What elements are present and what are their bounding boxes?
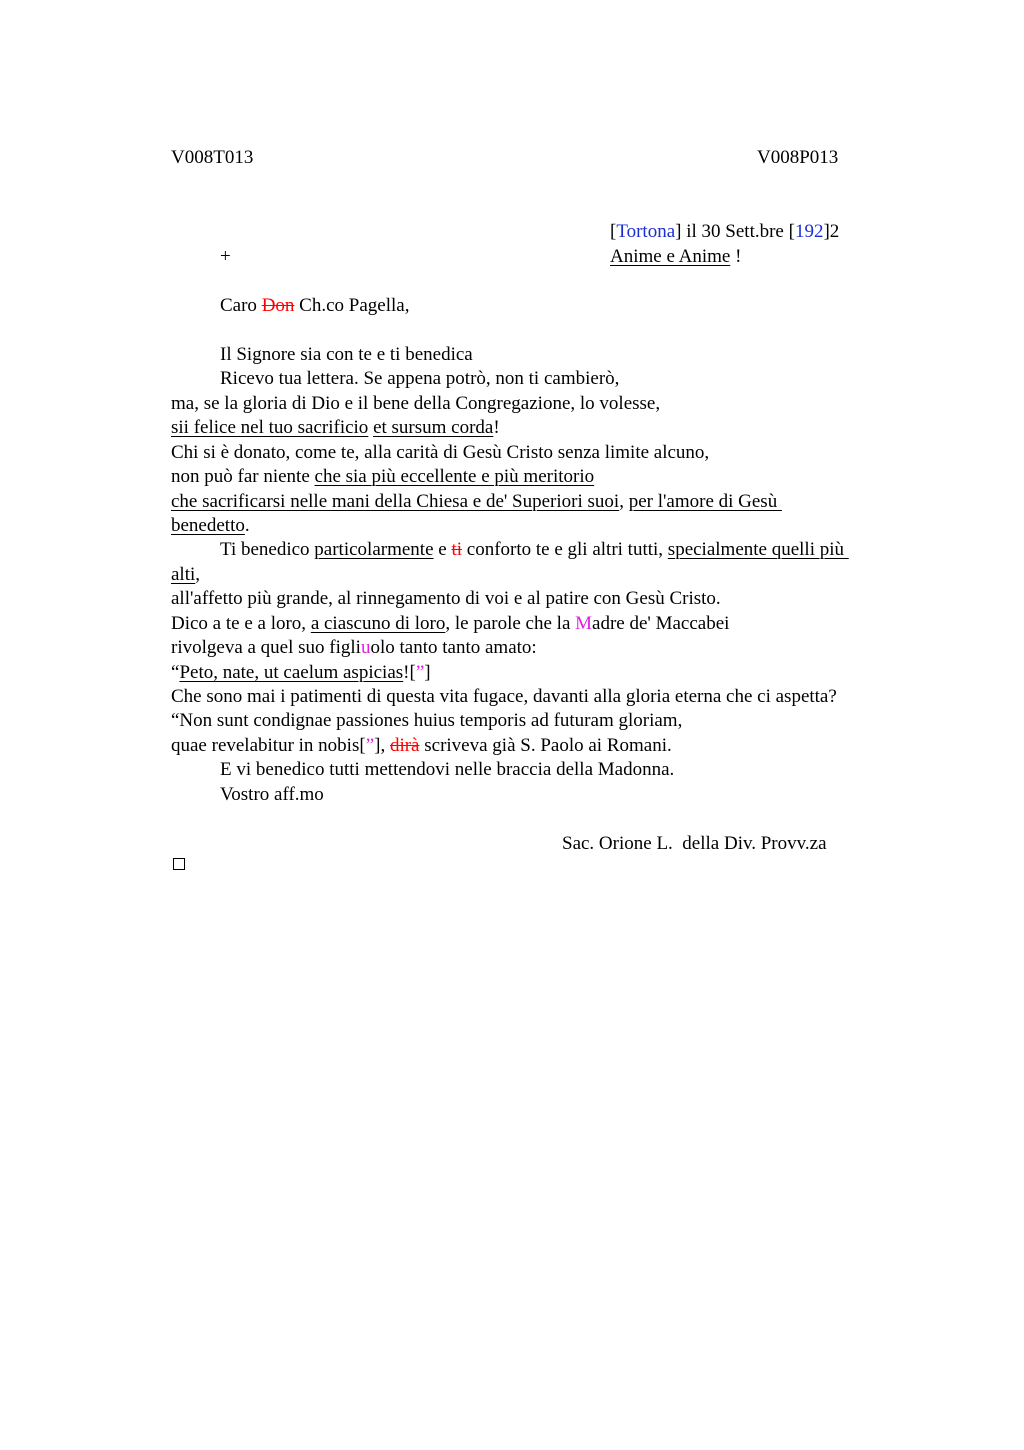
- signature: Sac. Orione L. della Div. Provv.za: [562, 833, 827, 854]
- body-line-16: “Non sunt condignae passiones huius temporis ad futuram gloriam,: [171, 710, 683, 731]
- salutation-pre: Caro: [220, 295, 262, 316]
- dateline-year-part: 192: [794, 221, 824, 242]
- text-segment: Ti benedico: [220, 539, 315, 560]
- editorial-letter: M: [575, 613, 593, 634]
- body-line-5: Chi si è donato, come te, alla carità di Gesù Cristo senza limite alcuno,: [171, 442, 710, 463]
- editorial-quote-mark: ”: [365, 735, 375, 756]
- document-code-left: V008T013: [171, 147, 254, 168]
- body-line-3: ma, se la gloria di Dio e il bene della Congregazione, lo volesse,: [171, 393, 661, 414]
- text-segment: ,: [619, 491, 629, 512]
- checkbox-square[interactable]: [173, 858, 185, 870]
- closing: Vostro aff.mo: [220, 784, 324, 805]
- underlined-phrase: specialmente quelli più: [667, 539, 849, 560]
- motto-text: Anime e Anime: [610, 246, 731, 267]
- body-line-11: all'affetto più grande, al rinnegamento di voi e al patire con Gesù Cristo.: [171, 588, 721, 609]
- body-line-7: [171, 490, 782, 514]
- motto-tail: !: [730, 246, 742, 267]
- body-line-6: [171, 465, 594, 489]
- body-line-4: [171, 416, 500, 440]
- text-segment: non può far niente: [171, 466, 315, 487]
- body-line-10: [171, 563, 200, 587]
- text-segment: conforto te e gli altri tutti,: [462, 539, 668, 560]
- editorial-letter: u: [360, 637, 371, 658]
- text-segment: Dico a te e a loro,: [171, 613, 311, 634]
- body-line-9: [220, 538, 849, 562]
- editorial-quote-mark: ”: [415, 662, 425, 683]
- text-segment: adre de' Maccabei: [592, 613, 730, 634]
- punctuation: ]: [424, 662, 431, 683]
- body-line-1: Il Signore sia con te e ti benedica: [220, 344, 473, 365]
- deleted-word-don: Don: [261, 295, 295, 316]
- underlined-phrase: particolarmente: [314, 539, 434, 560]
- underlined-phrase: alti: [171, 564, 196, 585]
- body-line-17: [171, 734, 672, 758]
- salutation-post: Ch.co Pagella,: [294, 295, 410, 316]
- punctuation: ![: [403, 662, 416, 683]
- dateline-place: Tortona: [616, 221, 676, 242]
- cross-mark: +: [220, 246, 231, 267]
- punctuation: !: [493, 417, 500, 438]
- text-segment: , le parole che la: [445, 613, 576, 634]
- deleted-word-dira: dirà: [389, 735, 420, 756]
- underlined-phrase: che sacrificarsi nelle mani della Chiesa e de' Superiori suoi: [171, 491, 620, 512]
- deleted-word-ti: ti: [451, 539, 463, 560]
- salutation: [220, 294, 409, 318]
- body-line-2: Ricevo tua lettera. Se appena potrò, non ti cambierò,: [220, 368, 620, 389]
- punctuation: ,: [195, 564, 201, 585]
- dateline: [610, 220, 839, 244]
- body-line-14: [171, 661, 431, 685]
- text-segment: e: [433, 539, 452, 560]
- document-code-right: V008P013: [757, 147, 839, 168]
- underlined-phrase: a ciascuno di loro: [310, 613, 446, 634]
- underlined-phrase: benedetto: [171, 515, 245, 536]
- underlined-phrase: sii felice nel tuo sacrificio: [171, 417, 369, 438]
- punctuation: “: [171, 662, 180, 683]
- body-line-12: [171, 612, 729, 636]
- punctuation: .: [244, 515, 250, 536]
- underlined-phrase: per l'amore di Gesù: [628, 491, 782, 512]
- dateline-date: ] il 30 Sett.bre [: [675, 221, 795, 242]
- text-segment: scriveva già S. Paolo ai Romani.: [419, 735, 672, 756]
- text-segment: rivolgeva a quel suo figli: [171, 637, 361, 658]
- body-line-15: Che sono mai i patimenti di questa vita fugace, davanti alla gloria eterna che ci aspetta?: [171, 686, 837, 707]
- latin-quote: Peto, nate, ut caelum aspicias: [179, 662, 404, 683]
- body-line-13: [171, 636, 537, 660]
- body-line-8: [171, 514, 250, 538]
- punctuation: ],: [374, 735, 390, 756]
- underlined-phrase: che sia più eccellente e più meritorio: [314, 466, 595, 487]
- underlined-phrase: et sursum corda: [373, 417, 494, 438]
- text-segment: olo tanto tanto amato:: [370, 637, 537, 658]
- body-line-18: E vi benedico tutti mettendovi nelle braccia della Madonna.: [220, 759, 675, 780]
- dateline-year-tail: ]2: [823, 221, 840, 242]
- motto: [610, 245, 741, 269]
- dateline-bracket-open: [: [610, 221, 617, 242]
- text-segment: quae revelabitur in nobis[: [171, 735, 366, 756]
